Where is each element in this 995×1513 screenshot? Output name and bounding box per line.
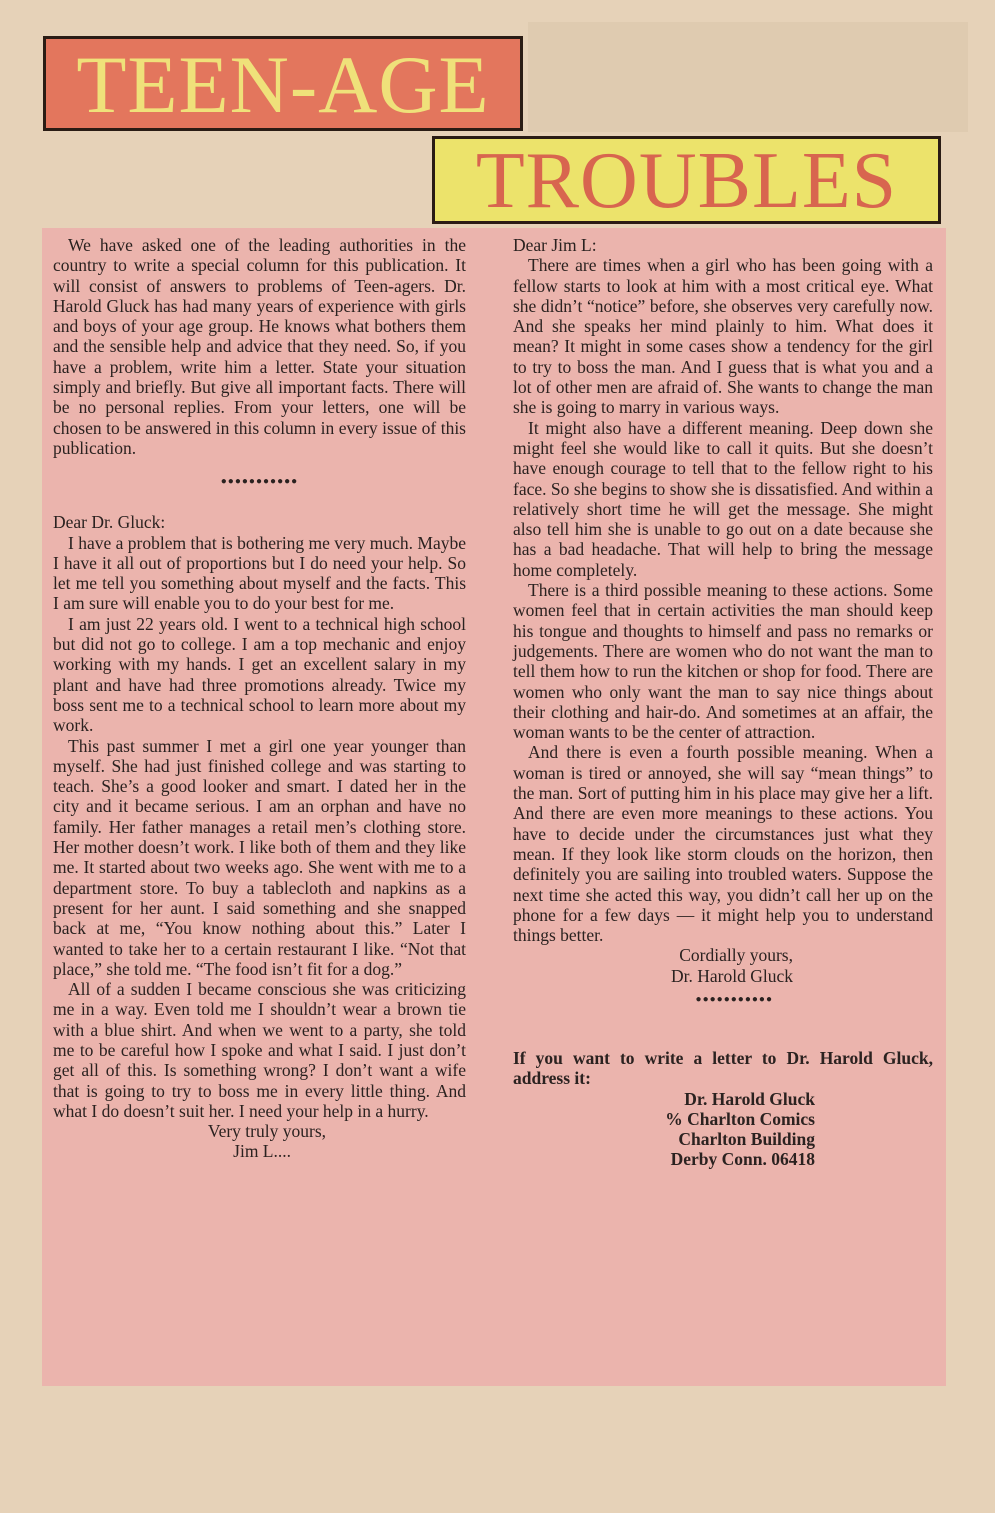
address-line: Charlton Building <box>678 1129 815 1150</box>
faded-background-lettering <box>528 22 968 132</box>
right-column <box>513 235 933 1170</box>
letter-signature: Jim L.... <box>233 1141 291 1162</box>
intro-paragraph: We have asked one of the leading authorities in the country to write a special column for this publication. It will consist of answers to problems of Teen-agers. Dr. Harold Gluck has had many years of experience with girls and boys of your age group. He knows what bothers them and the sensible help and advice that they need. So, if you have a problem, write him a letter. State your situation simply and briefly. But give all important facts. There will be no personal replies. From your letters, one will be chosen to be answered in this column in every issue of this publication. <box>53 235 466 458</box>
title-troubles: TROUBLES <box>432 136 941 224</box>
reply-paragraph: It might also have a different meaning. Deep down she might feel she would like to call it quits. But she doesn’t have enough courage to tell that to the fellow right to his face. So she begins to show she is dissatisfied. And within a relatively short time he will get the message. She might also tell him she is unable to go out on a date because she has a bad headache. That will help to bring the message home completely. <box>513 417 933 580</box>
reply-paragraph: And there is even a fourth possible meaning. When a woman is tired or annoyed, she will say “mean things” to the man. Sort of putting him in his place may give her a lift. And there are even more meanings to these actions. You have to decide under the circumstances just what they mean. If they look like storm clouds on the horizon, then definitely you are sailing into troubled waters. Suppose the next time she acted this way, you didn’t call her up on the phone for a few days — it might help you to understand things better. <box>513 742 933 946</box>
separator-dots: ●●●●●●●●●●● <box>220 476 299 488</box>
reply-closing: Cordially yours, <box>679 945 793 966</box>
mailing-instructions: If you want to write a letter to Dr. Harold Gluck, address it: <box>513 1047 933 1089</box>
letter-closing: Very truly yours, <box>207 1121 326 1142</box>
letter-salutation: Dear Dr. Gluck: <box>53 512 166 533</box>
separator-dots: ●●●●●●●●●●● <box>695 993 773 1005</box>
letter-paragraph: I am just 22 years old. I went to a technical high school but did not go to college. I am a top mechanic and enjoy working with my hands. I get an excellent salary in my plant and have had three promotions already. Twice my boss sent me to a technical school to learn more about my work. <box>53 613 466 736</box>
reply-paragraph: There are times when a girl who has been going with a fellow starts to look at him with a most critical eye. What she didn’t “notice” before, she observes very carefully now. And she speaks her mind plainly to him. What does it mean? It might in some cases show a tendency for the girl to try to boss the man. And I guess that is what you and a lot of other men are afraid of. She wants to change the man she is going to marry in various ways. <box>513 255 933 418</box>
address-line: Derby Conn. 06418 <box>670 1149 815 1170</box>
reply-paragraph: There is a third possible meaning to these actions. Some women feel that in certain activities the man should keep his tongue and thoughts to himself and pass no remarks or judgements. There are women who do not want the man to tell them how to run the kitchen or shop for food. There are women who only want the man to say nice things about their clothing and hair-do. And sometimes at an affair, the woman wants to be the center of attraction. <box>513 580 933 743</box>
left-column <box>53 235 466 1162</box>
title-teen-age: TEEN-AGE <box>43 36 523 131</box>
letter-paragraph: I have a problem that is bothering me very much. Maybe I have it all out of proportions but I do need your help. So let me tell you something about myself and the facts. This I am sure will enable you to do your best for me. <box>53 532 467 614</box>
letter-paragraph: This past summer I met a girl one year younger than myself. She had just finished college and was starting to teach. She’s a good looker and smart. I dated her in the city and it became serious. I am an orphan and have no family. Her father manages a retail men’s clothing store. Her mother doesn’t work. I like both of them and they like me. It started about two weeks ago. She went with me to a department store. To buy a tablecloth and napkins as a present for her aunt. I said something and she snapped back at me, “You know nothing about this.” Later I wanted to take her to a certain restaurant I like. “Not that place,” she told me. “The food isn’t fit for a dog.” <box>53 735 466 979</box>
address-line: % Charlton Comics <box>665 1108 815 1129</box>
address-line: Dr. Harold Gluck <box>684 1088 815 1109</box>
reply-signature: Dr. Harold Gluck <box>671 965 793 986</box>
reply-salutation: Dear Jim L: <box>513 235 597 255</box>
letter-paragraph: All of a sudden I became conscious she was criticizing me in a way. Even told me I shouldn’t wear a brown tie with a blue shirt. And when we went to a party, she told me to be careful how I spoke and what I said. I just don’t get all of this. Is something wrong? I don’t want a wife that is going to try to boss me in every little thing. And what I do doesn’t suit her. I need your help in a hurry. <box>53 979 466 1121</box>
